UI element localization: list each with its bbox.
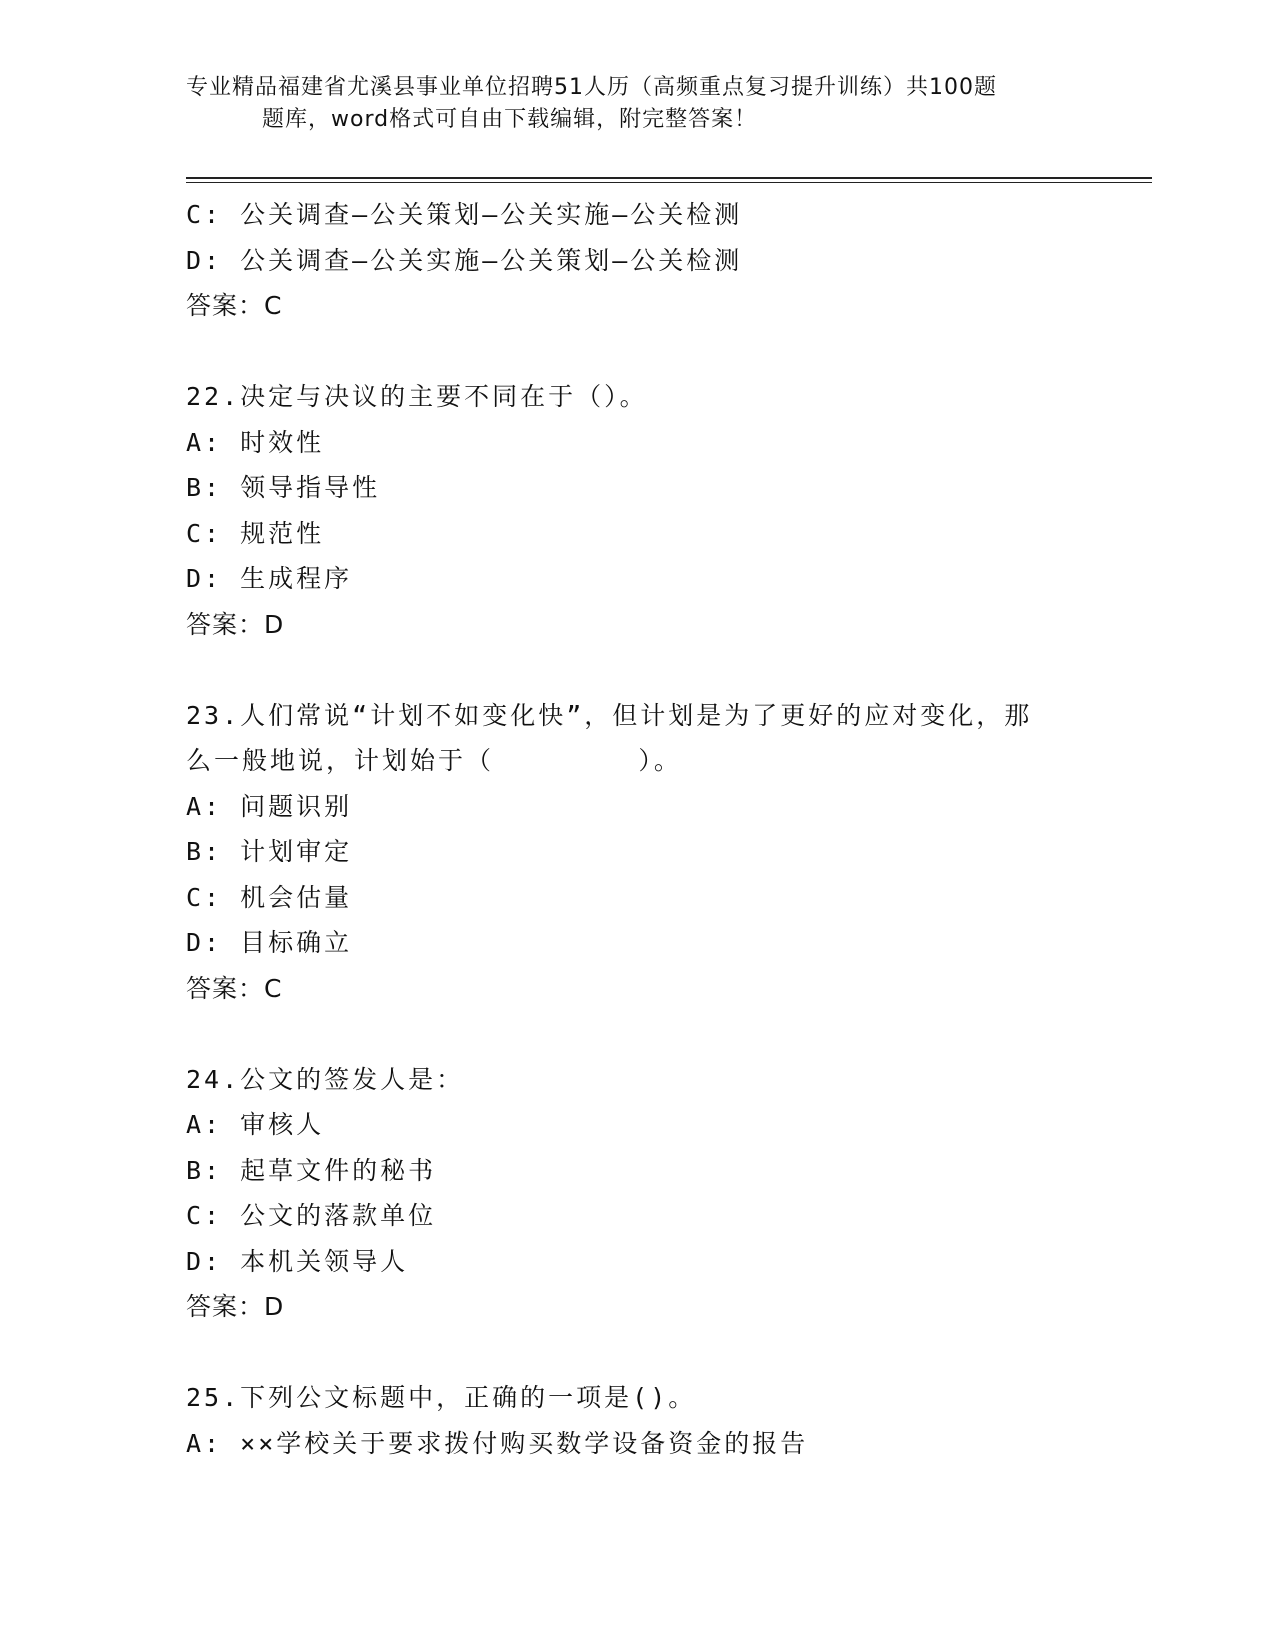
option-c: C: 公文的落款单位: [186, 1201, 437, 1230]
question-21-tail: [186, 192, 1116, 329]
question-stem: 24.公文的签发人是：: [186, 1064, 465, 1094]
question-22: [186, 374, 1116, 647]
option-a: A: 问题识别: [186, 791, 353, 821]
page-header: [186, 72, 1066, 136]
option-a: A: 审核人: [186, 1110, 325, 1139]
option-b: B: 起草文件的秘书: [186, 1155, 437, 1185]
question-23: [186, 693, 1116, 1012]
option-d: D: 目标确立: [186, 928, 353, 957]
question-stem: 22.决定与决议的主要不同在于（）。: [186, 382, 648, 411]
option-d: D: 生成程序: [186, 564, 353, 593]
question-stem-line-2: 么一般地说，计划始于（ ）。: [186, 746, 682, 775]
answer-line: 答案：C: [186, 973, 283, 1003]
question-25: [186, 1375, 1116, 1466]
question-stem-line-1: 23.人们常说“计划不如变化快”，但计划是为了更好的应对变化，那: [186, 700, 1033, 730]
answer-line: 答案：D: [186, 1292, 285, 1321]
question-list: [186, 192, 1116, 1466]
answer-line: 答案：C: [186, 291, 283, 320]
option-a: A: ××学校关于要求拨付购买数学设备资金的报告: [186, 1428, 809, 1458]
header-rule-thick: [186, 177, 1152, 179]
option-a: A: 时效性: [186, 427, 325, 457]
header-line-2: 题库，word格式可自由下载编辑，附完整答案！: [262, 107, 758, 132]
header-rule-thin: [186, 182, 1152, 183]
header-line-1: 专业精品福建省尤溪县事业单位招聘51人历（高频重点复习提升训练）共100题: [186, 75, 997, 100]
option-b: B: 计划审定: [186, 837, 353, 866]
question-24: [186, 1057, 1116, 1330]
option-d: D: 本机关领导人: [186, 1246, 409, 1276]
option-c: C: 规范性: [186, 518, 325, 548]
question-stem: 25.下列公文标题中，正确的一项是()。: [186, 1383, 697, 1412]
option-c: C: 公关调查—公关策划—公关实施—公关检测: [186, 200, 743, 229]
option-c: C: 机会估量: [186, 882, 353, 912]
option-d: D: 公关调查—公关实施—公关策划—公关检测: [186, 245, 743, 275]
answer-line: 答案：D: [186, 609, 285, 639]
option-b: B: 领导指导性: [186, 473, 381, 502]
